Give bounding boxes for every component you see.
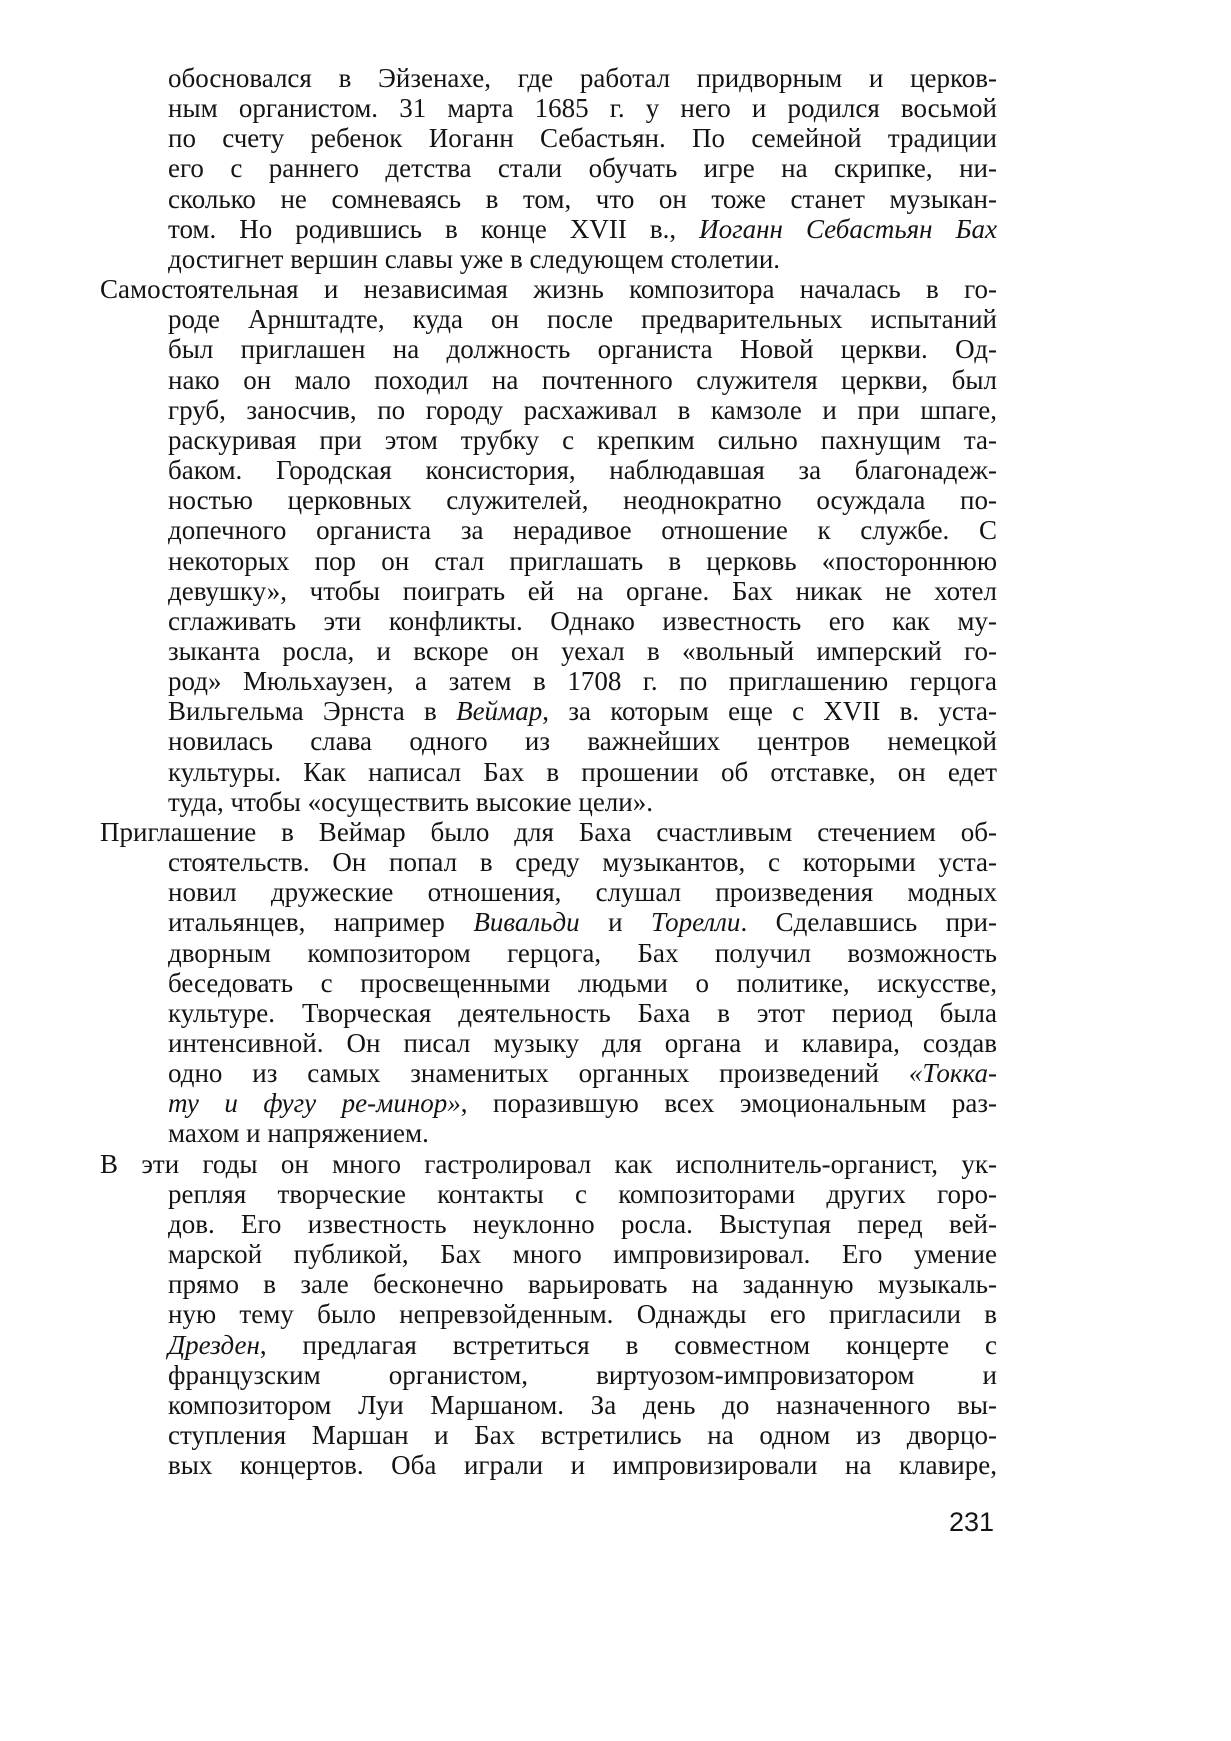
text-line: туда, чтобы «осуществить высокие цели». xyxy=(168,786,653,817)
text-line: ту и фугу ре-минор», поразившую всех эмоциональным раз- xyxy=(168,1088,998,1119)
text-line: репляя творческие контакты с композиторами других горо- xyxy=(168,1178,997,1209)
text-line: прямо в зале бесконечно варьировать на заданную музыкаль- xyxy=(168,1269,997,1300)
text-line: одно из самых знаменитых органных произведений «Токка- xyxy=(168,1058,997,1089)
text-line: композитором Луи Маршаном. За день до назначенного вы- xyxy=(168,1389,997,1420)
italic-term: Дрезден xyxy=(168,1329,260,1360)
text-line: некоторых пор он стал приглашать в церковь «постороннюю xyxy=(168,545,997,576)
italic-term: Веймар xyxy=(456,696,543,727)
text-line: груб, заносчив, по городу расхаживал в камзоле и при шпаге, xyxy=(168,394,997,425)
text-line: девушку», чтобы поиграть ей на органе. Бах никак не хотел xyxy=(168,575,997,606)
text-line: стоятельств. Он попал в среду музыкантов, с которыми уста- xyxy=(168,847,997,878)
italic-term: ту и фугу ре-минор» xyxy=(168,1088,461,1119)
text-line: Вильгельма Эрнста в Веймар, за которым еще с XVII в. уста- xyxy=(168,696,997,727)
text-line: был приглашен на должность органиста Новой церкви. Од- xyxy=(168,334,997,365)
page-number: 231 xyxy=(949,1507,995,1537)
text-line: род» Мюльхаузен, а затем в 1708 г. по приглашению герцога xyxy=(168,666,997,697)
text-line: достигнет вершин славы уже в следующем столетии. xyxy=(168,243,781,274)
paragraph xyxy=(100,274,997,817)
text-line: новил дружеские отношения, слушал произведения модных xyxy=(168,877,997,908)
text-line: интенсивной. Он писал музыку для органа и клавира, создав xyxy=(168,1028,997,1058)
text-line: вых концертов. Оба играли и импровизировали на клавире, xyxy=(168,1450,997,1481)
text-line: культуры. Как написал Бах в прошении об отставке, он едет xyxy=(168,756,997,787)
paragraph xyxy=(100,63,997,274)
text-line: Приглашение в Веймар было для Баха счастливым стечением об- xyxy=(100,816,997,847)
text-line: сглаживать эти конфликты. Однако известность его как му- xyxy=(168,605,997,636)
paragraph xyxy=(100,1149,997,1481)
text-line: ным органистом. 31 марта 1685 г. у него и родился восьмой xyxy=(168,93,997,124)
text-line: французским органистом, виртуозом-импровизатором и xyxy=(168,1359,997,1390)
italic-term: Вивальди xyxy=(473,907,580,938)
text-line: зыканта росла, и вскоре он уехал в «вольный имперский го- xyxy=(168,635,997,666)
text-line: баком. Городская консистория, наблюдавшая за благонадеж- xyxy=(168,455,997,486)
text-line: роде Арнштадте, куда он после предварительных испытаний xyxy=(168,304,997,335)
text-line: ную тему было непревзойденным. Однажды его пригласили в xyxy=(168,1299,997,1330)
text-line: дворным композитором герцога, Бах получил возможность xyxy=(168,937,997,968)
text-line: сколько не сомневаясь в том, что он тоже станет музыкан- xyxy=(168,183,997,214)
paragraph xyxy=(100,817,997,1149)
text-line: дов. Его известность неуклонно росла. Выступая перед вей- xyxy=(168,1208,997,1239)
text-line: культуре. Творческая деятельность Баха в этот период была xyxy=(168,997,997,1028)
text-line: ступления Маршан и Бах встретились на одном из дворцо- xyxy=(168,1420,997,1451)
italic-term: Торелли xyxy=(651,907,741,938)
text-line: по счету ребенок Иоганн Себастьян. По семейной традиции xyxy=(168,123,997,154)
text-body xyxy=(100,63,997,1480)
text-line: раскуривая при этом трубку с крепким сильно пахнущим та- xyxy=(168,424,997,455)
text-line: Дрезден, предлагая встретиться в совместном концерте с xyxy=(168,1329,997,1360)
text-line: махом и напряжением. xyxy=(168,1118,429,1149)
text-line: Самостоятельная и независимая жизнь композитора началась в го- xyxy=(100,274,997,305)
text-line: новилась слава одного из важнейших центров немецкой xyxy=(168,726,997,757)
italic-term: Иоганн Себастьян Бах xyxy=(699,213,997,244)
italic-term: «Токка- xyxy=(908,1058,997,1089)
text-line: обосновался в Эйзенахе, где работал придворным и церков- xyxy=(168,63,997,93)
text-line: том. Но родившись в конце XVII в., Иоганн Себастьян Бах xyxy=(168,213,997,244)
text-line: его с раннего детства стали обучать игре на скрипке, ни- xyxy=(168,153,997,184)
text-line: ностью церковных служителей, неоднократно осуждала по- xyxy=(168,485,997,516)
text-line: итальянцев, например Вивальди и Торелли. Сделавшись при- xyxy=(168,907,997,938)
text-line: допечного органиста за нерадивое отношение к службе. С xyxy=(168,515,997,546)
text-line: нако он мало походил на почтенного служителя церкви, был xyxy=(168,364,997,395)
text-line: марской публикой, Бах много импровизировал. Его умение xyxy=(168,1239,997,1270)
text-line: беседовать с просвещенными людьми о политике, искусстве, xyxy=(168,967,997,998)
text-line: В эти годы он много гастролировал как исполнитель-органист, ук- xyxy=(100,1148,997,1179)
